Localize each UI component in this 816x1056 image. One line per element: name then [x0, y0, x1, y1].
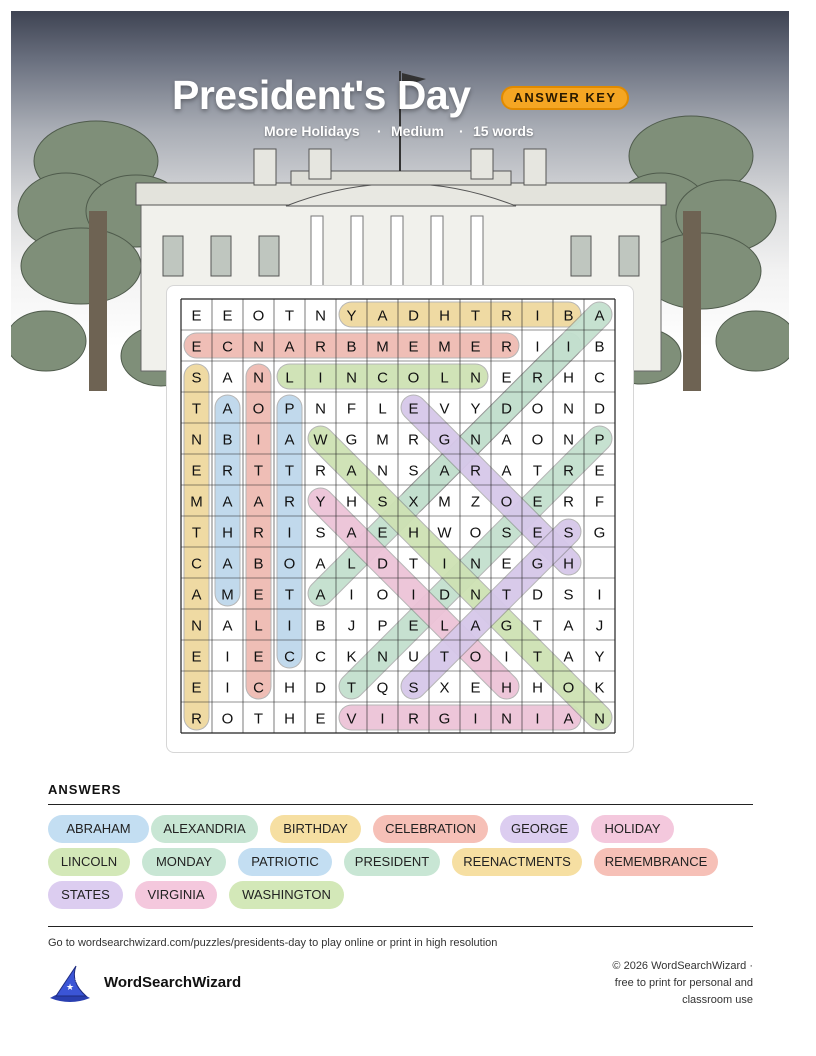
- grid-letter: X: [408, 493, 419, 511]
- grid-letter: E: [191, 679, 202, 697]
- grid-letter: R: [563, 493, 574, 511]
- grid-letter: C: [315, 648, 326, 666]
- grid-letter: A: [346, 524, 357, 542]
- answer-pill-states: STATES: [48, 881, 123, 909]
- grid-letter: H: [532, 679, 543, 697]
- grid-letter: N: [253, 369, 264, 387]
- grid-letter: S: [563, 586, 574, 604]
- grid-letter: E: [377, 524, 388, 542]
- grid-letter: Y: [315, 493, 326, 511]
- grid-letter: C: [284, 648, 295, 666]
- grid-letter: I: [597, 586, 602, 604]
- grid-letter: T: [532, 648, 543, 666]
- word-search-grid: [166, 285, 634, 753]
- grid-letter: O: [469, 648, 482, 666]
- grid-letter: E: [191, 648, 202, 666]
- grid-letter: R: [563, 462, 574, 480]
- grid-letter: N: [470, 586, 481, 604]
- grid-letter: J: [347, 617, 356, 635]
- grid-letter: N: [191, 431, 202, 449]
- grid-letter: T: [284, 586, 295, 604]
- grid-letter: N: [501, 710, 512, 728]
- grid-letter: S: [501, 524, 512, 542]
- grid-letter: I: [380, 710, 385, 728]
- grid-letter: H: [284, 679, 295, 697]
- category-label: More Holidays: [264, 123, 360, 139]
- grid-letter: H: [284, 710, 295, 728]
- grid-letter: E: [532, 524, 543, 542]
- grid-letter: R: [501, 338, 512, 356]
- grid-letter: S: [408, 462, 419, 480]
- grid-letter: F: [346, 400, 357, 418]
- grid-letter: H: [346, 493, 357, 511]
- copyright-line: classroom use: [682, 994, 753, 1006]
- grid-letter: S: [315, 524, 326, 542]
- svg-text:★: ★: [66, 983, 75, 993]
- grid-letter: C: [594, 369, 605, 387]
- copyright-notice: [553, 958, 753, 1009]
- svg-text:★: ★: [74, 976, 81, 984]
- grid-letter: R: [222, 462, 233, 480]
- grid-letter: C: [222, 338, 233, 356]
- grid-letter: A: [346, 462, 357, 480]
- grid-letter: L: [254, 617, 263, 635]
- grid-letter: M: [438, 493, 451, 511]
- grid-letter: A: [222, 400, 233, 418]
- grid-letter: R: [315, 338, 326, 356]
- grid-letter: A: [563, 710, 574, 728]
- grid-letter: H: [439, 307, 450, 325]
- grid-letter: T: [284, 462, 295, 480]
- grid-letter: I: [535, 710, 540, 728]
- grid-letter: R: [408, 431, 419, 449]
- grid-letter: A: [470, 617, 481, 635]
- grid-letter: O: [221, 710, 234, 728]
- grid-letter: T: [253, 710, 264, 728]
- grid-letter: I: [535, 307, 540, 325]
- grid-letter: R: [315, 462, 326, 480]
- answer-pill-reenactments: REENACTMENTS: [452, 848, 582, 876]
- grid-letter: S: [408, 679, 419, 697]
- grid-letter: D: [408, 307, 419, 325]
- grid-letter: H: [222, 524, 233, 542]
- grid-letter: L: [440, 617, 449, 635]
- grid-letter: N: [563, 400, 574, 418]
- grid-letter: T: [532, 617, 543, 635]
- grid-letter: A: [222, 369, 233, 387]
- answer-pill-abraham: ABRAHAM: [48, 815, 149, 843]
- grid-letter: I: [411, 586, 416, 604]
- grid-letter: I: [504, 648, 509, 666]
- grid-letter: A: [284, 338, 295, 356]
- grid-letter: M: [376, 431, 389, 449]
- grid-letter: G: [438, 431, 451, 449]
- grid-letter: M: [221, 586, 234, 604]
- answer-pill-lincoln: LINCOLN: [48, 848, 130, 876]
- answer-pill-alexandria: ALEXANDRIA: [151, 815, 258, 843]
- grid-letter: N: [377, 462, 388, 480]
- grid-letter: N: [377, 648, 388, 666]
- grid-letter: R: [532, 369, 543, 387]
- difficulty-label: Medium: [391, 123, 444, 139]
- grid-letter: A: [222, 617, 233, 635]
- grid-letter: E: [408, 338, 419, 356]
- grid-letter: M: [438, 338, 451, 356]
- grid-letter: T: [191, 524, 202, 542]
- grid-letter: T: [346, 679, 357, 697]
- grid-letter: C: [191, 555, 202, 573]
- grid-letter: G: [593, 524, 606, 542]
- grid-letter: G: [531, 555, 544, 573]
- grid-letter: A: [315, 555, 326, 573]
- grid-letter: R: [253, 524, 264, 542]
- grid-letter: O: [252, 307, 265, 325]
- grid-letter: B: [346, 338, 357, 356]
- grid-letter: U: [408, 648, 419, 666]
- grid-letter: B: [222, 431, 233, 449]
- grid-letter: N: [563, 431, 574, 449]
- grid-letter: A: [501, 431, 512, 449]
- grid-letter: E: [191, 338, 202, 356]
- grid-letter: O: [252, 400, 265, 418]
- grid-letter: I: [535, 338, 540, 356]
- answer-pill-virginia: VIRGINIA: [135, 881, 217, 909]
- grid-letter: R: [284, 493, 295, 511]
- grid-letter: H: [563, 555, 574, 573]
- grid-letter: T: [253, 462, 264, 480]
- grid-letter: E: [408, 400, 419, 418]
- grid-letter: Y: [346, 307, 357, 325]
- grid-letter: O: [407, 369, 420, 387]
- grid-letter: T: [439, 648, 450, 666]
- grid-letter: I: [566, 338, 571, 356]
- grid-letter: R: [470, 462, 481, 480]
- grid-letter: D: [315, 679, 326, 697]
- word-count-label: 15 words: [473, 123, 534, 139]
- grid-letter: I: [287, 617, 292, 635]
- grid-letter: I: [225, 679, 230, 697]
- grid-letter: A: [563, 648, 574, 666]
- grid-letter: O: [469, 524, 482, 542]
- grid-letter: J: [595, 617, 604, 635]
- grid-letter: E: [253, 586, 264, 604]
- grid-letter: S: [377, 493, 388, 511]
- grid-letter: M: [190, 493, 203, 511]
- grid-letter: G: [438, 710, 451, 728]
- grid-letter: A: [501, 462, 512, 480]
- grid-letter: C: [377, 369, 388, 387]
- grid-letter: O: [562, 679, 575, 697]
- grid-letter: E: [315, 710, 326, 728]
- footer-url-text: Go to wordsearchwizard.com/puzzles/presidents-day to play online or print in high resolution: [48, 937, 498, 949]
- grid-letter: P: [594, 431, 605, 449]
- grid-letter: K: [346, 648, 357, 666]
- answers-heading: ANSWERS: [48, 782, 122, 797]
- grid-letter: X: [439, 679, 450, 697]
- answer-pill-washington: WASHINGTON: [229, 881, 344, 909]
- grid-letter: E: [253, 648, 264, 666]
- grid-letter: V: [346, 710, 357, 728]
- answer-pill-president: PRESIDENT: [344, 848, 440, 876]
- grid-letter: O: [283, 555, 296, 573]
- grid-letter: B: [563, 307, 574, 325]
- grid-letter: Z: [470, 493, 481, 511]
- brand-name: WordSearchWizard: [104, 974, 242, 991]
- grid-letter: E: [191, 307, 202, 325]
- grid-letter: N: [191, 617, 202, 635]
- grid-letter: L: [440, 369, 449, 387]
- grid-letter: A: [284, 431, 295, 449]
- grid-letter: N: [470, 431, 481, 449]
- grid-letter: W: [313, 431, 328, 449]
- grid-letter: T: [470, 307, 481, 325]
- grid-letter: A: [222, 555, 233, 573]
- grid-letter: A: [222, 493, 233, 511]
- grid-letter: W: [437, 524, 452, 542]
- wizard-hat-icon: [46, 962, 94, 1004]
- answer-pill-remembrance: REMEMBRANCE: [594, 848, 718, 876]
- answer-pill-holiday: HOLIDAY: [591, 815, 674, 843]
- grid-letter: B: [315, 617, 326, 635]
- grid-letter: D: [501, 400, 512, 418]
- grid-letter: R: [408, 710, 419, 728]
- grid-letter: M: [376, 338, 389, 356]
- grid-letter: L: [347, 555, 356, 573]
- grid-letter: Y: [470, 400, 481, 418]
- grid-letter: O: [500, 493, 513, 511]
- grid-letter: B: [594, 338, 605, 356]
- grid-letter: B: [253, 555, 264, 573]
- divider: [48, 926, 753, 927]
- divider: [48, 804, 753, 805]
- grid-letter: I: [442, 555, 447, 573]
- grid-letter: I: [256, 431, 261, 449]
- grid-letter: I: [473, 710, 478, 728]
- grid-letter: L: [285, 369, 294, 387]
- grid-letter: E: [222, 307, 233, 325]
- grid-letter: H: [408, 524, 419, 542]
- grid-letter: O: [531, 431, 544, 449]
- grid-letter: O: [376, 586, 389, 604]
- grid-letter: E: [501, 369, 512, 387]
- grid-letter: P: [284, 400, 295, 418]
- grid-letter: V: [439, 400, 450, 418]
- answer-pill-birthday: BIRTHDAY: [270, 815, 361, 843]
- meta-separator: ·: [377, 123, 382, 139]
- grid-letter: N: [470, 369, 481, 387]
- grid-letter: T: [532, 462, 543, 480]
- grid-letter: A: [594, 307, 605, 325]
- grid-letter: T: [408, 555, 419, 573]
- grid-letter: T: [191, 400, 202, 418]
- grid-letter: F: [594, 493, 605, 511]
- grid-letter: A: [439, 462, 450, 480]
- grid-letter: K: [594, 679, 605, 697]
- grid-letter: L: [378, 400, 387, 418]
- grid-letter: H: [563, 369, 574, 387]
- grid-letter: I: [349, 586, 354, 604]
- grid-letter: A: [191, 586, 202, 604]
- grid-letter: N: [253, 338, 264, 356]
- copyright-line: © 2026 WordSearchWizard ·: [612, 960, 753, 972]
- grid-letter: S: [563, 524, 574, 542]
- grid-letter: N: [594, 710, 605, 728]
- grid-letter: Q: [376, 679, 389, 697]
- grid-letter: G: [345, 431, 358, 449]
- grid-letter: A: [563, 617, 574, 635]
- grid-letter: D: [377, 555, 388, 573]
- answer-pill-patriotic: PATRIOTIC: [238, 848, 332, 876]
- grid-letter: T: [501, 586, 512, 604]
- answer-pill-george: GEORGE: [500, 815, 579, 843]
- grid-letter: D: [594, 400, 605, 418]
- answer-key-badge: ANSWER KEY: [501, 86, 629, 110]
- grid-letter: E: [408, 617, 419, 635]
- grid-letter: Y: [594, 648, 605, 666]
- page-title: President's Day: [172, 72, 471, 118]
- grid-letter: I: [225, 648, 230, 666]
- grid-letter: D: [532, 586, 543, 604]
- grid-letter: N: [315, 307, 326, 325]
- grid-letter: E: [501, 555, 512, 573]
- grid-letter: S: [191, 369, 202, 387]
- grid-letter: R: [191, 710, 202, 728]
- grid-letter: E: [191, 462, 202, 480]
- grid-letter: E: [470, 338, 481, 356]
- grid-letter: E: [594, 462, 605, 480]
- grid-letter: N: [470, 555, 481, 573]
- meta-separator: ·: [459, 123, 464, 139]
- grid-letter: T: [284, 307, 295, 325]
- grid-letter: G: [500, 617, 513, 635]
- answer-pill-monday: MONDAY: [142, 848, 226, 876]
- grid-letter: I: [287, 524, 292, 542]
- grid-letter: E: [532, 493, 543, 511]
- grid-letter: O: [531, 400, 544, 418]
- grid-letter: A: [315, 586, 326, 604]
- copyright-line: free to print for personal and: [614, 977, 753, 989]
- grid-letter: A: [377, 307, 388, 325]
- grid-letter: R: [501, 307, 512, 325]
- grid-letter: H: [501, 679, 512, 697]
- grid-letter: P: [377, 617, 388, 635]
- grid-letter: E: [470, 679, 481, 697]
- grid-letter: C: [253, 679, 264, 697]
- answer-pill-celebration: CELEBRATION: [373, 815, 488, 843]
- grid-letter: N: [346, 369, 357, 387]
- grid-letter: I: [318, 369, 323, 387]
- grid-letter: D: [439, 586, 450, 604]
- grid-letter: N: [315, 400, 326, 418]
- grid-letter: A: [253, 493, 264, 511]
